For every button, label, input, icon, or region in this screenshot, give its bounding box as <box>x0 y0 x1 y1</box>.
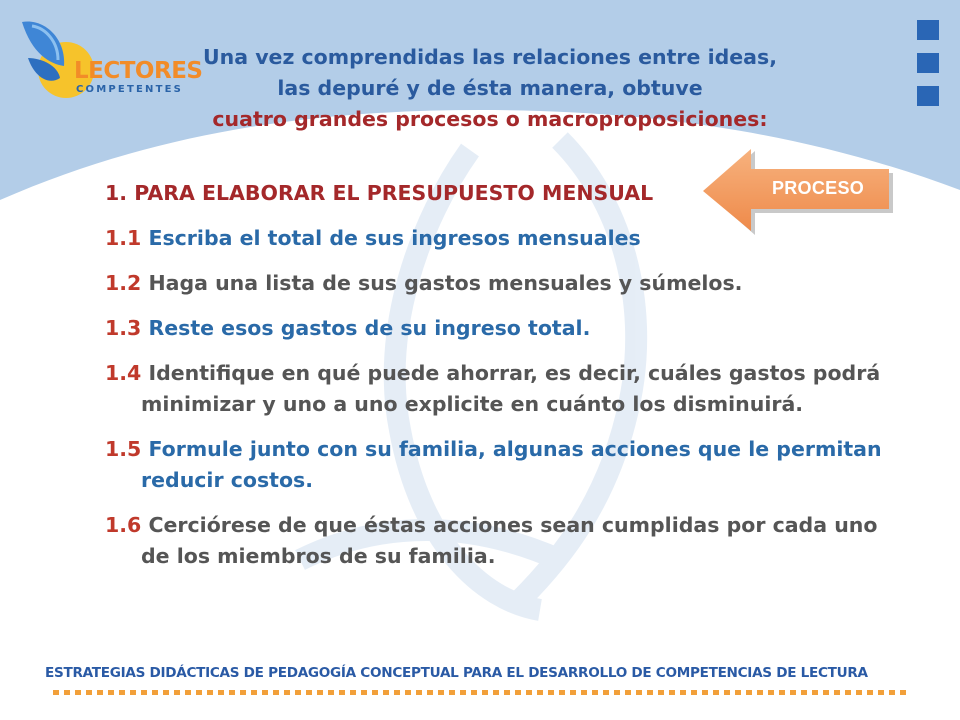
step-number: 1.5 <box>105 437 149 461</box>
footer-dotted-line <box>50 688 910 698</box>
step-1-1 <box>105 223 905 254</box>
logo-word: LECTORES <box>74 58 203 84</box>
step-1-5 <box>105 434 905 496</box>
step-number: 1.6 <box>105 513 149 537</box>
step-text: Cerciórese de que éstas acciones sean cumplidas por cada uno de los miembros de su familia. <box>141 513 878 568</box>
step-1-2 <box>105 268 905 299</box>
corner-square-2 <box>917 53 939 73</box>
footer-banner: ESTRATEGIAS DIDÁCTICAS DE PEDAGOGÍA CONCEPTUAL PARA EL DESARROLLO DE COMPETENCIAS DE LECTURA <box>45 665 868 681</box>
process-steps <box>105 178 905 586</box>
process-title: 1. PARA ELABORAR EL PRESUPUESTO MENSUAL <box>105 181 654 205</box>
step-text: Identifique en qué puede ahorrar, es decir, cuáles gastos podrá minimizar y uno a uno explicite en cuánto los disminuirá. <box>141 361 881 416</box>
corner-square-3 <box>917 86 939 106</box>
step-1-3 <box>105 313 905 344</box>
step-number: 1.4 <box>105 361 149 385</box>
step-1-4 <box>105 358 905 420</box>
step-number: 1.2 <box>105 271 149 295</box>
step-number: 1.1 <box>105 226 149 250</box>
corner-square-1 <box>917 20 939 40</box>
step-1-6 <box>105 510 905 572</box>
step-text: Escriba el total de sus ingresos mensuales <box>148 226 641 250</box>
heading-line-1: Una vez comprendidas las relaciones entre ideas, <box>202 45 778 69</box>
step-number: 1.3 <box>105 316 149 340</box>
step-text: Reste esos gastos de su ingreso total. <box>148 316 591 340</box>
step-text: Formule junto con su familia, algunas acciones que le permitan reducir costos. <box>141 437 882 492</box>
process-label: PROCESO <box>771 178 865 198</box>
step-text: Haga una lista de sus gastos mensuales y súmelos. <box>148 271 743 295</box>
heading-line-3: cuatro grandes procesos o macroproposiciones: <box>212 107 768 131</box>
slide-heading <box>150 42 830 135</box>
logo-subtitle: COMPETENTES <box>76 84 184 95</box>
heading-line-2: las depuré y de ésta manera, obtuve <box>277 76 703 100</box>
